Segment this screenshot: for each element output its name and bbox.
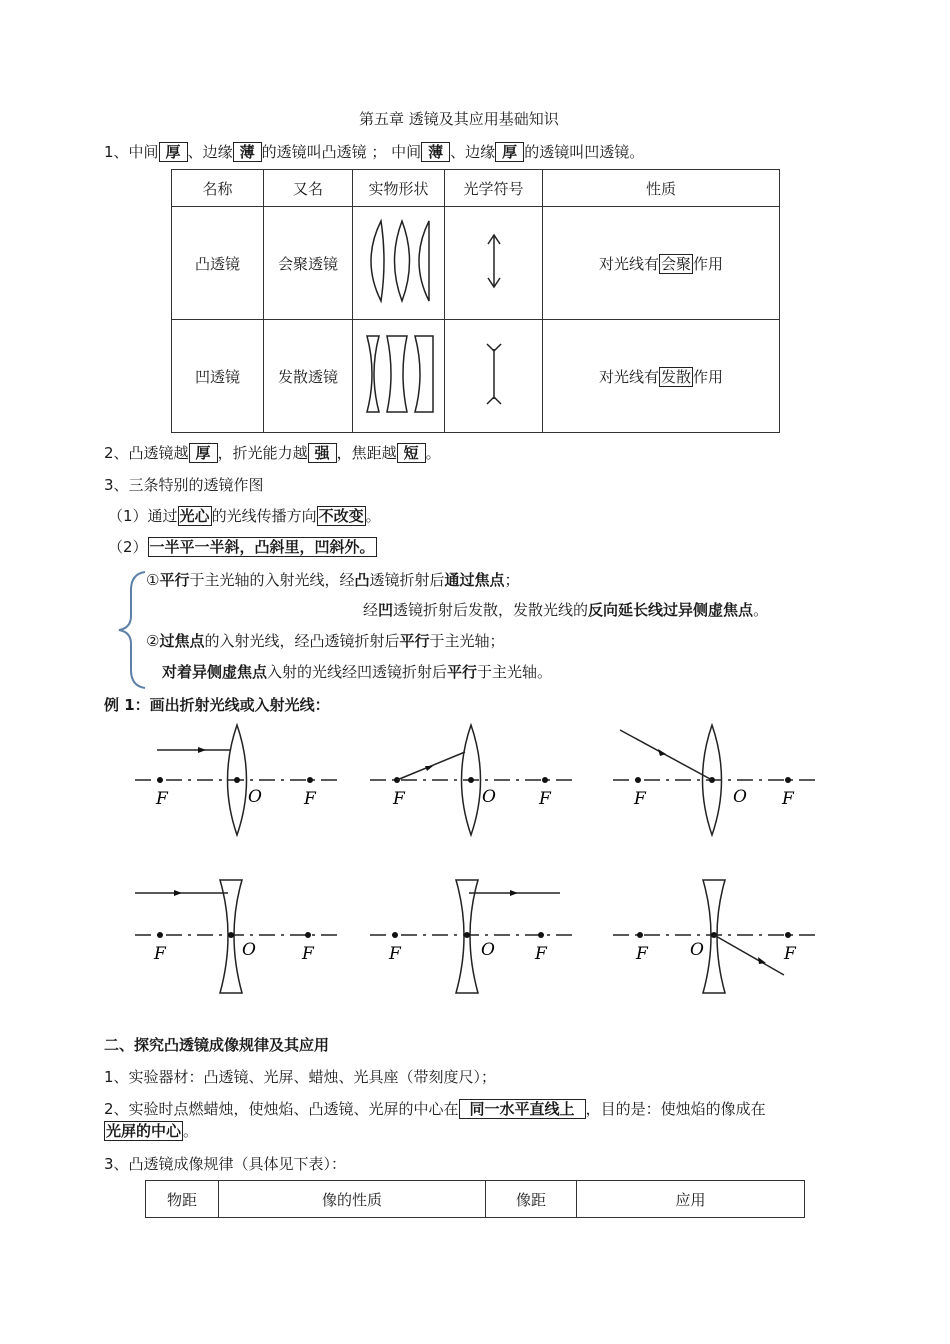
q3-p1: （1）通过 光心 的光线传播方向 不改变 。 bbox=[108, 507, 381, 525]
focus-label: F bbox=[393, 789, 405, 809]
concave-shape-icon bbox=[353, 320, 445, 433]
example-label: 例 1：画出折射光线或入射光线： bbox=[104, 696, 330, 714]
focus-label: F bbox=[156, 789, 168, 809]
section2-line2: 2、实验时点燃蜡烛，使烛焰、凸透镜、光屏的中心在 同一水平直线上 ，目的是：使烛焰的像成在 bbox=[104, 1100, 766, 1118]
cell-property: 对光线有 发散 作用 bbox=[543, 320, 780, 433]
header-cell: 像的性质 bbox=[219, 1181, 486, 1218]
section2-line2b: 光屏的中心 。 bbox=[106, 1122, 199, 1140]
answer-box: 强 bbox=[308, 443, 337, 463]
answer-box: 一半平一半斜，凸斜里，凹斜外。 bbox=[149, 538, 375, 556]
center-label: O bbox=[248, 787, 262, 807]
header-cell: 应用 bbox=[577, 1181, 805, 1218]
answer-box: 厚 bbox=[189, 443, 218, 463]
center-label: O bbox=[733, 787, 747, 807]
answer-box: 不改变 bbox=[318, 507, 364, 525]
answer-box: 薄 bbox=[233, 142, 262, 162]
cell-name: 凸透镜 bbox=[172, 207, 264, 320]
q3-heading: 3、三条特别的透镜作图 bbox=[104, 476, 264, 494]
focus-label: F bbox=[539, 789, 551, 809]
answer-box: 发散 bbox=[660, 367, 691, 386]
focus-label: F bbox=[535, 944, 547, 964]
rule-2a: ②过焦点的入射光线，经凸透镜折射后平行于主光轴； bbox=[146, 632, 505, 650]
concave-symbol-icon bbox=[445, 320, 543, 433]
imaging-table bbox=[145, 1180, 805, 1218]
answer-box: 光屏的中心 bbox=[106, 1122, 182, 1140]
q1-line: 1、中间 厚 、边缘 薄 的透镜叫凸透镜 ； 中间 薄 、边缘 厚 的透镜叫凹透镜。 bbox=[104, 143, 645, 161]
answer-box: 光心 bbox=[179, 507, 210, 525]
cell-alias: 发散透镜 bbox=[264, 320, 353, 433]
header-cell: 物距 bbox=[146, 1181, 219, 1218]
focus-label: F bbox=[782, 789, 794, 809]
cell-alias: 会聚透镜 bbox=[264, 207, 353, 320]
focus-label: F bbox=[154, 944, 166, 964]
convex-shape-icon bbox=[353, 207, 445, 320]
section2-line1: 1、实验器材：凸透镜、光屏、蜡烛、光具座（带刻度尺）； bbox=[104, 1068, 497, 1086]
rule-1b: 经凹透镜折射后发散，发散光线的反向延长线过异侧虚焦点。 bbox=[363, 601, 769, 619]
concave-diagram-2 bbox=[365, 875, 585, 1000]
focus-label: F bbox=[634, 789, 646, 809]
answer-box: 会聚 bbox=[660, 254, 691, 273]
answer-box: 厚 bbox=[495, 142, 524, 162]
center-label: O bbox=[481, 940, 495, 960]
focus-label: F bbox=[389, 944, 401, 964]
page-title: 第五章 透镜及其应用基础知识 bbox=[359, 110, 559, 128]
convex-diagram-1 bbox=[130, 720, 350, 840]
q3-p2: （2） 一半平一半斜，凸斜里，凹斜外。 bbox=[108, 538, 375, 556]
concave-diagram-1 bbox=[130, 875, 350, 1000]
q2-line: 2、凸透镜越 厚 ，折光能力越 强 ，焦距越 短 。 bbox=[104, 444, 441, 462]
header-cell: 像距 bbox=[486, 1181, 577, 1218]
rule-1a: ①平行于主光轴的入射光线，经凸透镜折射后通过焦点； bbox=[146, 571, 520, 589]
center-label: O bbox=[690, 940, 704, 960]
answer-box: 同一水平直线上 bbox=[459, 1099, 586, 1119]
header-cell: 又名 bbox=[264, 170, 353, 207]
header-cell: 光学符号 bbox=[445, 170, 543, 207]
answer-box: 厚 bbox=[159, 142, 188, 162]
answer-box: 短 bbox=[397, 443, 426, 463]
convex-diagram-3 bbox=[608, 720, 828, 840]
section2-heading: 二、探究凸透镜成像规律及其应用 bbox=[104, 1036, 330, 1054]
focus-label: F bbox=[784, 944, 796, 964]
header-cell: 性质 bbox=[543, 170, 780, 207]
header-cell: 名称 bbox=[172, 170, 264, 207]
rule-2b: 对着异侧虚焦点入射的光线经凹透镜折射后平行于主光轴。 bbox=[162, 663, 553, 681]
convex-symbol-icon bbox=[445, 207, 543, 320]
focus-label: F bbox=[636, 944, 648, 964]
cell-property: 对光线有 会聚 作用 bbox=[543, 207, 780, 320]
center-label: O bbox=[482, 787, 496, 807]
focus-label: F bbox=[304, 789, 316, 809]
focus-label: F bbox=[302, 944, 314, 964]
lens-table bbox=[171, 169, 780, 433]
cell-name: 凹透镜 bbox=[172, 320, 264, 433]
concave-diagram-3 bbox=[608, 875, 828, 1000]
convex-diagram-2 bbox=[365, 720, 585, 840]
center-label: O bbox=[242, 940, 256, 960]
header-cell: 实物形状 bbox=[353, 170, 445, 207]
section2-line3: 3、凸透镜成像规律（具体见下表）： bbox=[104, 1155, 347, 1173]
answer-box: 薄 bbox=[421, 142, 450, 162]
